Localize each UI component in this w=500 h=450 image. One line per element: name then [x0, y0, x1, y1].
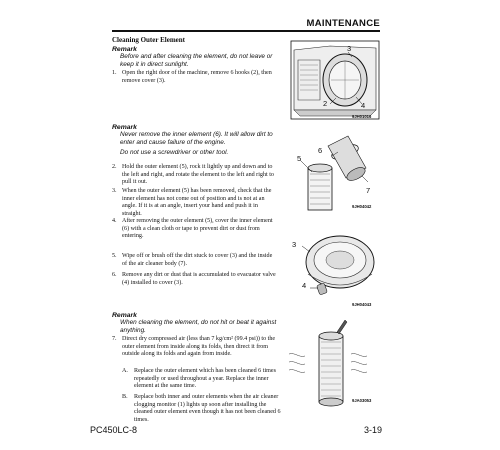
step-7-number: 7.	[112, 336, 117, 342]
header-rule	[112, 30, 380, 32]
step-1-text: Open the right door of the machine, remove 6 hooks (2), then remove cover (3).	[122, 70, 272, 84]
sub-step-b-letter: B.	[122, 394, 128, 400]
step-7-text: Direct dry compressed air (less than 7 kg/cm² (99.4 psi)) to the outer element from inside along its folds, then direct it from outside along its folds and again from inside.	[122, 336, 276, 358]
page-header-title: MAINTENANCE	[306, 18, 380, 29]
figure-air-cleaner-cover	[290, 40, 380, 120]
fig1-callout-2: 2	[323, 99, 328, 108]
step-2-text: Hold the outer element (5), rock it lightly up and down and to the left and right, and rotate the element to the left and right to pull it out.	[122, 164, 274, 186]
fig3-callout-4: 4	[302, 281, 307, 290]
step-5-text: Wipe off or brush off the dirt stuck to cover (3) and the inside of the air cleaner body (7).	[122, 253, 273, 267]
remark-2-line-2: Do not use a screwdriver or other tool.	[120, 149, 229, 156]
fig1-id: 9JH01016	[352, 114, 372, 119]
fig2-callout-6: 6	[318, 146, 323, 155]
remark-1-heading: Remark	[112, 46, 137, 53]
section-title: Cleaning Outer Element	[112, 36, 185, 44]
fig4-id: 9JA03053	[352, 398, 372, 403]
step-1	[112, 70, 277, 90]
fig3-callout-3: 3	[292, 240, 297, 249]
step-3-text: When the outer element (5) has been removed, check that the inner element has not come out of position and is not at an angle. If it is at an angle, insert your hand and push it in straight.	[122, 188, 272, 217]
step-6-number: 6.	[112, 272, 117, 278]
step-2-number: 2.	[112, 164, 117, 170]
step-5-number: 5.	[112, 253, 117, 259]
remark-2-line-1: Never remove the inner element (6). It will allow dirt to enter and cause failure of the engine.	[120, 131, 273, 146]
sub-step-a	[122, 368, 282, 392]
step-5	[112, 253, 277, 273]
step-4-text: After removing the outer element (5), cover the inner element (6) with a clean cloth or tape to prevent dirt or dust from entering.	[122, 218, 273, 240]
remark-3	[112, 312, 282, 335]
step-4-number: 4.	[112, 218, 117, 224]
fig2-callout-7: 7	[366, 186, 371, 195]
remark-3-text: When cleaning the element, do not hit or beat it against anything.	[120, 319, 277, 334]
remark-2	[112, 124, 282, 157]
step-3	[112, 188, 277, 218]
fig1-callout-4: 4	[361, 101, 366, 110]
sub-step-a-text: Replace the outer element which has been cleaned 6 times repeatedly or used throughout a year. Replace the inner element at the same time.	[134, 368, 276, 390]
step-6	[112, 272, 277, 292]
sub-step-a-letter: A.	[122, 368, 128, 374]
fig1-callout-3: 3	[347, 44, 352, 53]
fig2-callout-5: 5	[297, 154, 302, 163]
figure-cover-evacuator-valve	[290, 226, 380, 306]
remark-1-text: Before and after cleaning the element, do not leave or keep it in direct sunlight.	[120, 53, 273, 68]
remark-3-heading: Remark	[112, 312, 137, 319]
sub-step-b-text: Replace both inner and outer elements when the air cleaner clogging monitor (1) lights up soon after installing the cleaned outer element even though it has not been cleaned 6 times.	[134, 394, 281, 423]
step-2	[112, 164, 277, 184]
footer-page-number: 3-19	[364, 425, 383, 435]
figure-compressed-air-cleaning	[285, 316, 380, 408]
step-1-number: 1.	[112, 70, 117, 76]
remark-2-heading: Remark	[112, 124, 137, 131]
fig2-id: 9JH04042	[352, 204, 372, 209]
step-6-text: Remove any dirt or dust that is accumulated to evacuator valve (4) installed to cover (3).	[122, 272, 276, 286]
remark-1	[112, 46, 282, 69]
step-4	[112, 218, 277, 238]
step-3-number: 3.	[112, 188, 117, 194]
footer-model: PC450LC-8	[90, 425, 138, 435]
step-7	[112, 336, 277, 366]
sub-step-b	[122, 394, 282, 423]
fig3-id: 9JH04043	[352, 302, 372, 307]
figure-outer-element-removal	[290, 130, 380, 215]
